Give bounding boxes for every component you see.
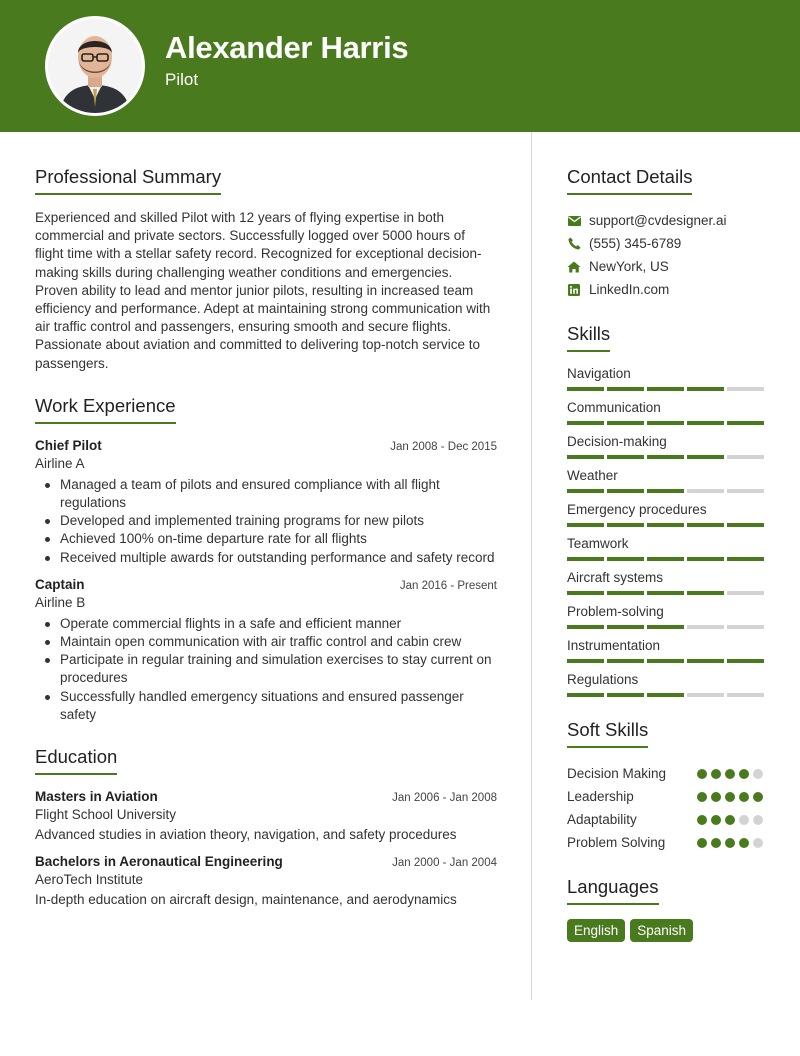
soft-skills-list	[567, 762, 767, 854]
skill-level-segment	[727, 489, 764, 493]
rating-dot	[725, 815, 735, 825]
soft-skills-section	[567, 719, 767, 854]
skill-level-segment	[567, 659, 604, 663]
skills-section	[567, 323, 767, 697]
skill-level-segment	[647, 523, 684, 527]
envelope-icon	[567, 214, 581, 228]
skill-level-segment	[687, 693, 724, 697]
job-company: Airline A	[35, 455, 85, 471]
job-bullets	[35, 476, 497, 567]
phone-icon	[567, 237, 581, 251]
rating-dot	[697, 815, 707, 825]
rating-dot	[739, 815, 749, 825]
soft-skill-rating	[697, 838, 763, 848]
skill-level-segment	[567, 591, 604, 595]
job-role: Captain	[35, 576, 85, 592]
soft-skill-rating	[697, 815, 763, 825]
person-avatar-icon	[48, 19, 142, 113]
rating-dot	[697, 769, 707, 779]
job-role: Chief Pilot	[35, 437, 102, 453]
rating-dot	[753, 792, 763, 802]
skill-level-bar	[567, 421, 767, 425]
skill-item	[567, 502, 767, 527]
home-icon	[567, 260, 581, 274]
skill-level-bar	[567, 693, 767, 697]
skill-level-segment	[607, 387, 644, 391]
summary-heading: Professional Summary	[35, 166, 221, 195]
contact-email-text: support@cvdesigner.ai	[589, 213, 727, 228]
education-entry	[35, 789, 497, 842]
soft-skill-item	[567, 831, 767, 854]
contact-section	[567, 166, 767, 301]
contact-heading: Contact Details	[567, 166, 692, 195]
list-item: Maintain open communication with air traffic control and cabin crew	[45, 633, 497, 651]
education-dates: Jan 2006 - Jan 2008	[392, 792, 497, 805]
education-section	[35, 746, 497, 907]
contact-linkedin-text: LinkedIn.com	[589, 282, 670, 297]
skill-level-bar	[567, 659, 767, 663]
skill-level-segment	[687, 421, 724, 425]
skill-level-segment	[687, 591, 724, 595]
rating-dot	[725, 792, 735, 802]
job-bullets	[35, 615, 497, 724]
skill-level-segment	[727, 659, 764, 663]
skill-level-bar	[567, 523, 767, 527]
skill-level-segment	[727, 455, 764, 459]
soft-skills-heading: Soft Skills	[567, 719, 648, 748]
job-dates: Jan 2008 - Dec 2015	[390, 440, 497, 453]
skill-level-segment	[607, 557, 644, 561]
education-description: In-depth education on aircraft design, maintenance, and aerodynamics	[35, 892, 457, 908]
skill-level-segment	[687, 523, 724, 527]
languages-heading: Languages	[567, 876, 659, 905]
contact-linkedin[interactable]	[567, 278, 767, 301]
list-item: Participate in regular training and simulation exercises to stay current on procedures	[45, 651, 497, 687]
skill-level-segment	[727, 387, 764, 391]
skills-list	[567, 366, 767, 697]
skill-level-segment	[607, 693, 644, 697]
list-item: Managed a team of pilots and ensured compliance with all flight regulations	[45, 476, 497, 512]
rating-dot	[725, 838, 735, 848]
list-item: Successfully handled emergency situations and ensured passenger safety	[45, 688, 497, 724]
skill-name: Communication	[567, 400, 661, 415]
experience-section	[35, 395, 497, 724]
profile-photo	[45, 16, 145, 116]
contact-phone[interactable]	[567, 232, 767, 255]
skill-level-bar	[567, 489, 767, 493]
rating-dot	[697, 792, 707, 802]
job-dates: Jan 2016 - Present	[399, 579, 497, 592]
candidate-title: Pilot	[165, 70, 199, 89]
rating-dot	[711, 815, 721, 825]
skill-name: Weather	[567, 468, 618, 483]
sidebar-column	[567, 166, 767, 942]
skill-level-segment	[647, 387, 684, 391]
education-description: Advanced studies in aviation theory, navigation, and safety procedures	[35, 827, 457, 843]
list-item: Operate commercial flights in a safe and efficient manner	[45, 615, 497, 633]
skill-level-segment	[607, 489, 644, 493]
resume-header	[0, 0, 800, 132]
skill-level-segment	[647, 591, 684, 595]
skill-level-segment	[567, 455, 604, 459]
rating-dot	[711, 769, 721, 779]
list-item: Developed and implemented training programs for new pilots	[45, 512, 497, 530]
education-heading: Education	[35, 746, 117, 775]
skill-level-segment	[647, 693, 684, 697]
skill-level-segment	[607, 455, 644, 459]
skill-level-segment	[607, 523, 644, 527]
soft-skill-name: Leadership	[567, 789, 634, 804]
skill-level-segment	[607, 625, 644, 629]
skill-level-segment	[687, 387, 724, 391]
contact-location	[567, 255, 767, 278]
skill-level-segment	[727, 625, 764, 629]
rating-dot	[753, 769, 763, 779]
language-tag: English	[567, 919, 625, 942]
skill-level-bar	[567, 625, 767, 629]
skill-name: Regulations	[567, 672, 639, 687]
skill-item	[567, 604, 767, 629]
list-item: Achieved 100% on-time departure rate for all flights	[45, 530, 497, 548]
skill-level-segment	[727, 421, 764, 425]
skill-level-segment	[607, 421, 644, 425]
skill-level-bar	[567, 591, 767, 595]
languages-section	[567, 876, 767, 942]
skill-level-segment	[647, 625, 684, 629]
education-dates: Jan 2000 - Jan 2004	[392, 857, 497, 870]
skill-item	[567, 570, 767, 595]
skill-name: Navigation	[567, 366, 631, 381]
skill-level-segment	[567, 557, 604, 561]
soft-skill-name: Adaptability	[567, 812, 637, 827]
skill-name: Aircraft systems	[567, 570, 664, 585]
skill-level-segment	[567, 693, 604, 697]
skills-heading: Skills	[567, 323, 610, 352]
skill-name: Emergency procedures	[567, 502, 707, 517]
languages-list	[567, 919, 767, 942]
skill-level-bar	[567, 557, 767, 561]
soft-skill-name: Problem Solving	[567, 835, 666, 850]
skill-level-segment	[687, 625, 724, 629]
rating-dot	[725, 769, 735, 779]
skill-level-segment	[687, 489, 724, 493]
soft-skill-rating	[697, 769, 763, 779]
skill-level-segment	[567, 625, 604, 629]
summary-text: Experienced and skilled Pilot with 12 years of flying expertise in both commercial and private sectors. Successfully logged over 5000 hours of flight time with a stellar safety record. Recognized for exceptional decision-making skills during challenging weather conditions and emergencies. Proven ability to lead and mentor junior pilots, resulting in increased team efficiency and performance. Adept at maintaining strong communication with air traffic control and passengers, ensuring smooth and secure flights. Passionate about aviation and committed to delivering top-notch service to passengers.	[35, 210, 491, 371]
experience-heading: Work Experience	[35, 395, 176, 424]
soft-skill-item	[567, 808, 767, 831]
job-company: Airline B	[35, 594, 86, 610]
school-name: Flight School University	[35, 807, 177, 823]
skill-item	[567, 400, 767, 425]
main-column	[35, 166, 497, 917]
soft-skill-item	[567, 762, 767, 785]
rating-dot	[753, 838, 763, 848]
skill-level-segment	[687, 557, 724, 561]
skill-level-bar	[567, 387, 767, 391]
skill-level-bar	[567, 455, 767, 459]
rating-dot	[739, 792, 749, 802]
degree-name: Bachelors in Aeronautical Engineering	[35, 854, 283, 870]
rating-dot	[711, 838, 721, 848]
skill-item	[567, 638, 767, 663]
rating-dot	[697, 838, 707, 848]
skill-level-segment	[687, 659, 724, 663]
soft-skill-item	[567, 785, 767, 808]
rating-dot	[753, 815, 763, 825]
summary-section	[35, 166, 497, 373]
rating-dot	[739, 769, 749, 779]
rating-dot	[711, 792, 721, 802]
education-entry	[35, 854, 497, 907]
contact-email[interactable]	[567, 209, 767, 232]
skill-level-segment	[647, 455, 684, 459]
column-divider	[531, 132, 532, 1000]
school-name: AeroTech Institute	[35, 872, 144, 888]
skill-level-segment	[647, 557, 684, 561]
skill-level-segment	[687, 455, 724, 459]
rating-dot	[739, 838, 749, 848]
list-item: Received multiple awards for outstanding performance and safety record	[45, 549, 497, 567]
contact-location-text: NewYork, US	[589, 259, 669, 274]
degree-name: Masters in Aviation	[35, 789, 158, 805]
skill-level-segment	[607, 659, 644, 663]
skill-name: Teamwork	[567, 536, 629, 551]
skill-level-segment	[567, 387, 604, 391]
skill-item	[567, 366, 767, 391]
skill-item	[567, 536, 767, 561]
skill-level-segment	[727, 523, 764, 527]
skill-level-segment	[727, 591, 764, 595]
soft-skill-rating	[697, 792, 763, 802]
skill-name: Instrumentation	[567, 638, 661, 653]
skill-level-segment	[647, 421, 684, 425]
skill-name: Problem-solving	[567, 604, 664, 619]
skill-level-segment	[567, 421, 604, 425]
skill-item	[567, 672, 767, 697]
contact-phone-text: (555) 345-6789	[589, 236, 682, 251]
candidate-name: Alexander Harris	[165, 30, 409, 65]
skill-name: Decision-making	[567, 434, 667, 449]
skill-level-segment	[607, 591, 644, 595]
skill-item	[567, 468, 767, 493]
skill-level-segment	[567, 523, 604, 527]
job-entry	[35, 577, 497, 724]
linkedin-icon	[567, 283, 581, 297]
skill-level-segment	[647, 489, 684, 493]
skill-level-segment	[727, 557, 764, 561]
job-entry	[35, 438, 497, 567]
skill-item	[567, 434, 767, 459]
language-tag: Spanish	[630, 919, 693, 942]
skill-level-segment	[727, 693, 764, 697]
skill-level-segment	[647, 659, 684, 663]
soft-skill-name: Decision Making	[567, 766, 667, 781]
skill-level-segment	[567, 489, 604, 493]
